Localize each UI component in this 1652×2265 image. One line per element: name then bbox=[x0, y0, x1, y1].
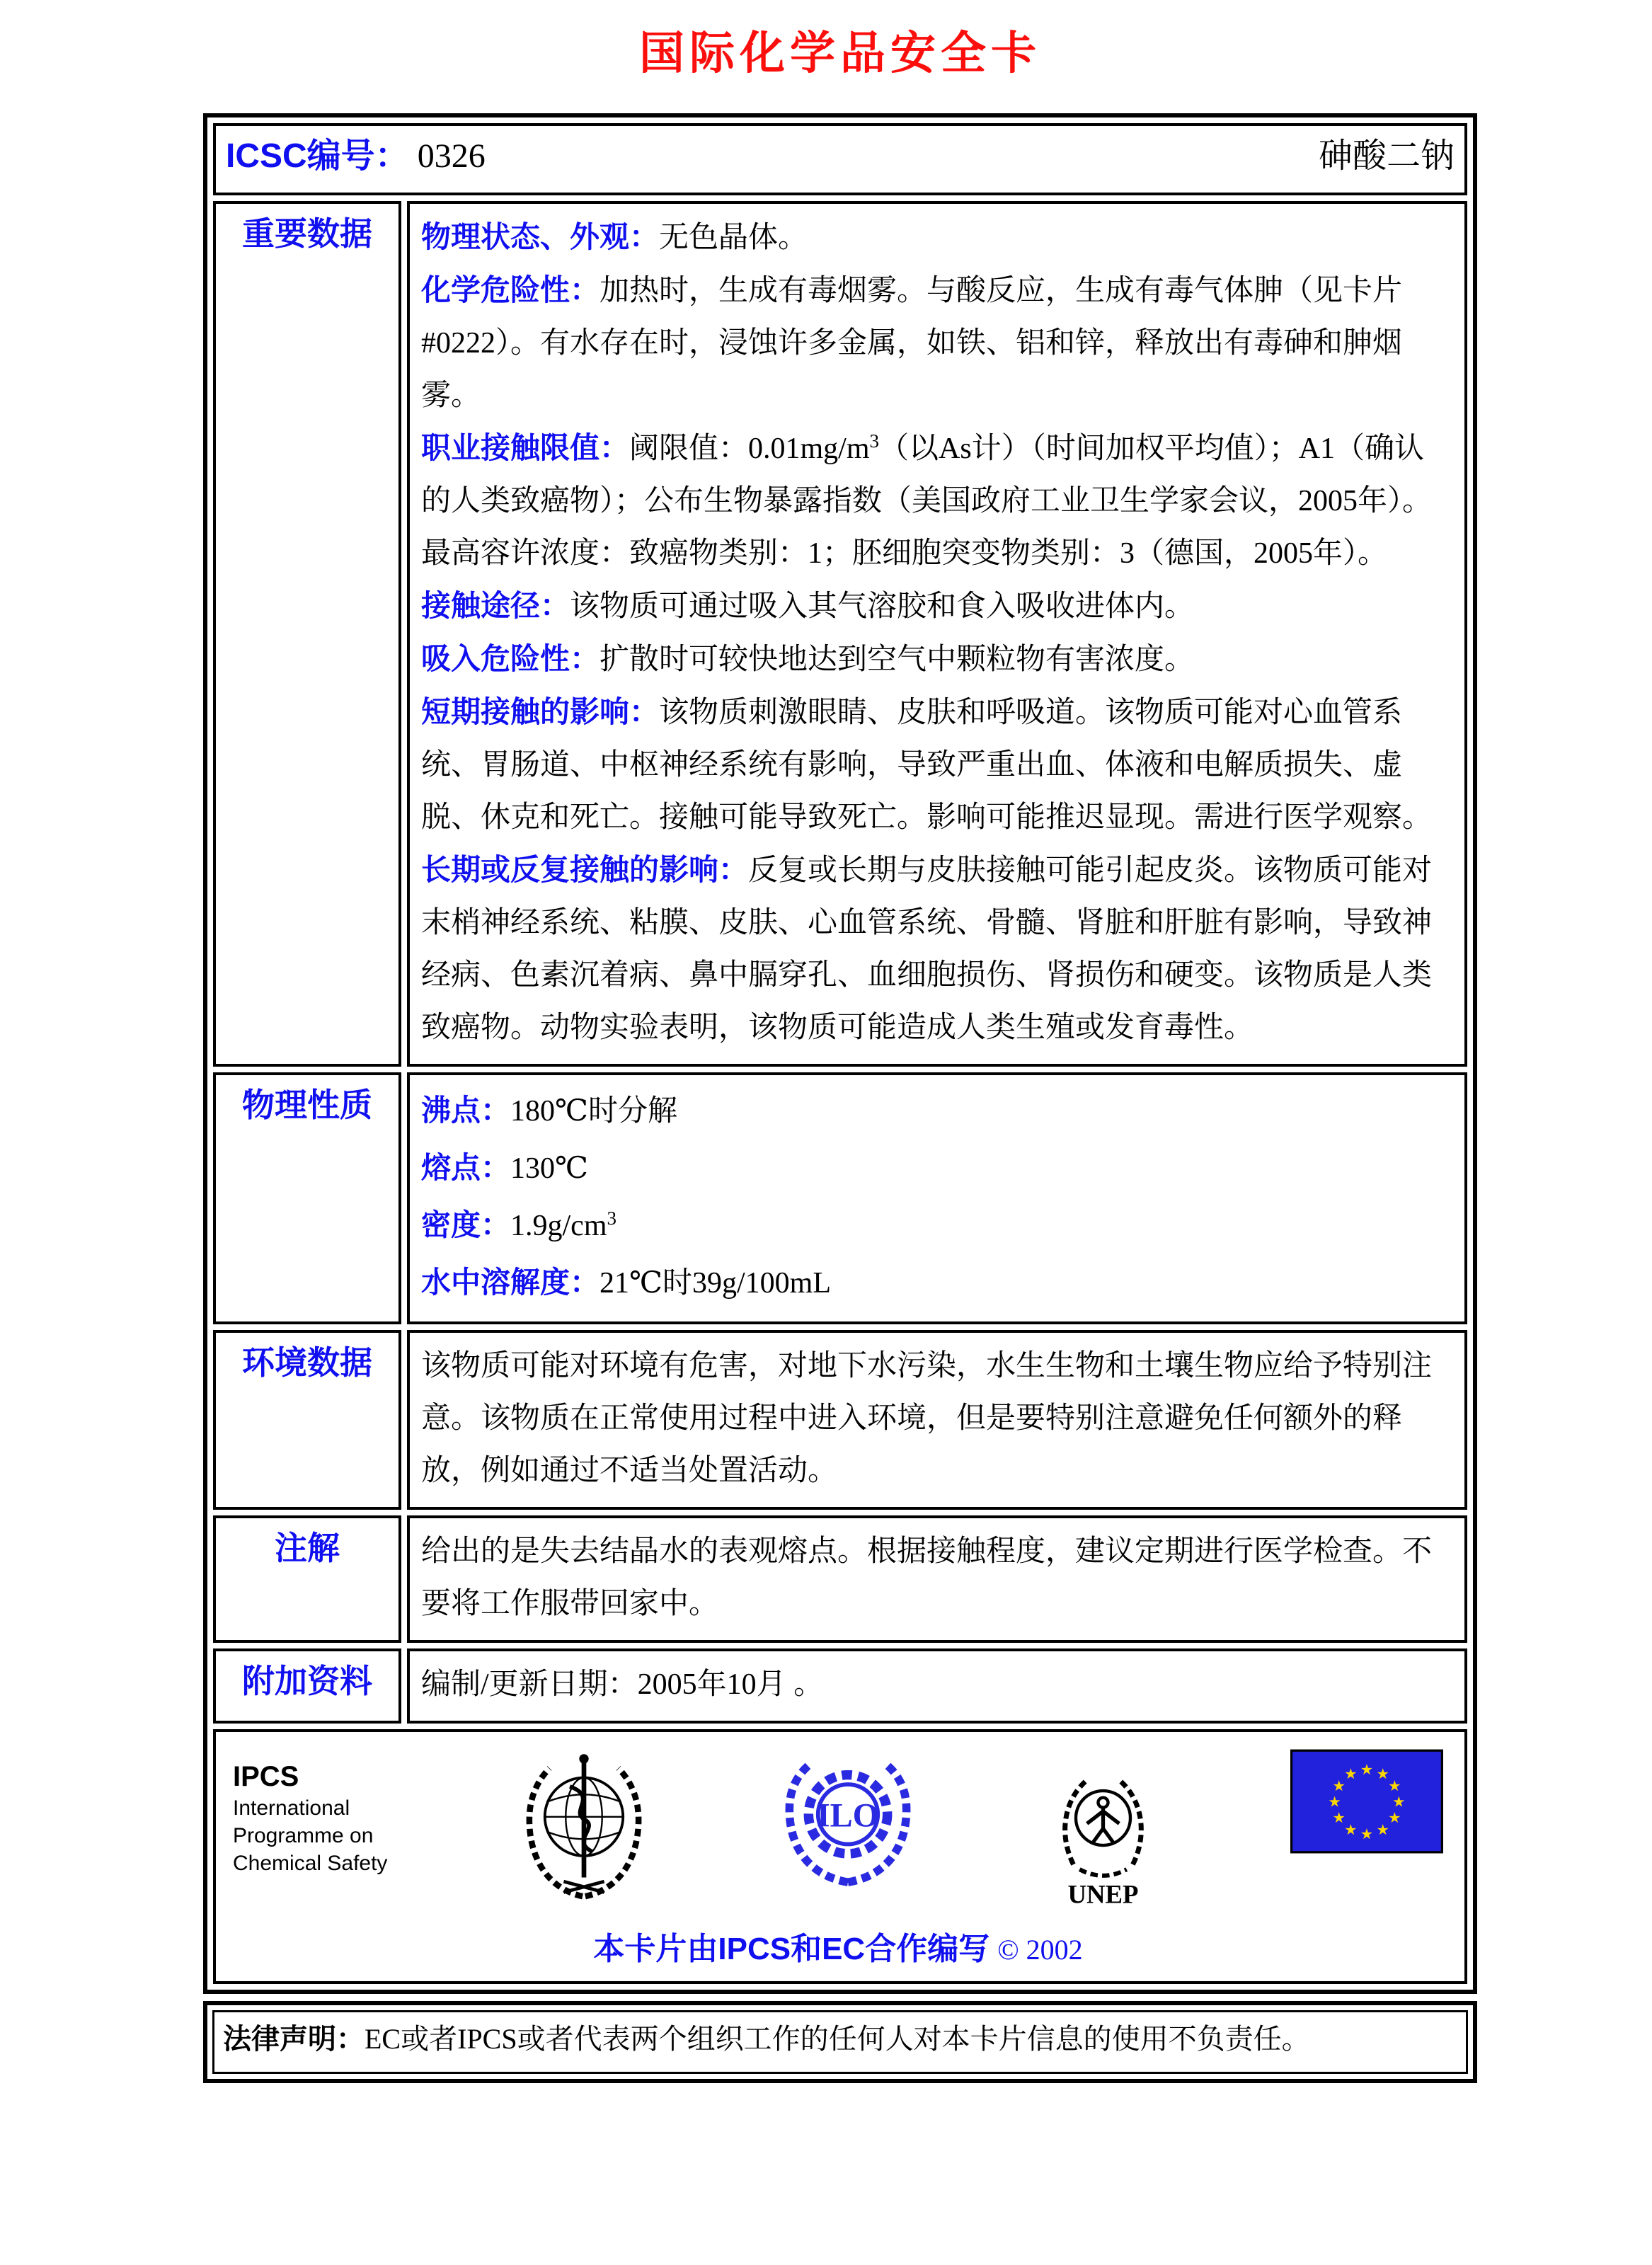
item-physical-state-appearance bbox=[421, 211, 1453, 264]
legal-label: 法律声明： bbox=[223, 2024, 365, 2055]
svg-text:★: ★ bbox=[1388, 1809, 1401, 1827]
superscript: 3 bbox=[607, 1208, 616, 1229]
item-routes-of-exposure bbox=[421, 580, 1453, 633]
notes-content bbox=[407, 1515, 1467, 1643]
environmental-data-text: 该物质可能对环境有危害，对地下水污染，水生生物和土壤生物应给予特别注意。该物质在正常使用过程中进入环境，但是要特别注意避免任何额外的释放，例如通过不适当处置活动。 bbox=[421, 1350, 1433, 1487]
field-text: 该物质刺激眼睛、皮肤和呼吸道。该物质可能对心血管系统、胃肠道、中枢神经系统有影响，导致严重出血、体液和电解质损失、虚脱、休克和死亡。接触可能导致死亡。影响可能推迟显现。需进行医学观察。 bbox=[421, 696, 1433, 834]
svg-text:★: ★ bbox=[1344, 1820, 1358, 1838]
unep-logo-icon bbox=[1041, 1749, 1165, 1912]
header-row bbox=[213, 123, 1467, 195]
field-label: 沸点： bbox=[421, 1094, 511, 1127]
svg-text:★: ★ bbox=[1360, 1761, 1374, 1779]
ipcs-line1: International bbox=[233, 1796, 350, 1820]
section-label-physical-properties: 物理性质 bbox=[213, 1072, 401, 1324]
caption-copyright: © 2002 bbox=[997, 1934, 1083, 1966]
field-text: 阈限值：0.01mg/m bbox=[629, 432, 870, 465]
icsc-card-table bbox=[203, 113, 1477, 1994]
additional-info-content bbox=[407, 1648, 1467, 1724]
icsc-number-label: ICSC编号： bbox=[226, 137, 409, 175]
field-label: 水中溶解度： bbox=[421, 1266, 600, 1299]
field-label: 吸入危险性： bbox=[421, 642, 600, 675]
logos-row bbox=[213, 1729, 1467, 1984]
item-melting-point bbox=[421, 1140, 1453, 1197]
field-label: 长期或反复接触的影响： bbox=[421, 853, 749, 886]
environmental-data-content bbox=[407, 1330, 1467, 1510]
important-data-row bbox=[213, 201, 1467, 1067]
legal-table bbox=[203, 2001, 1477, 2083]
item-boiling-point bbox=[421, 1082, 1453, 1140]
unep-wordmark: UNEP bbox=[1067, 1879, 1139, 1909]
chemical-name: 砷酸二钠 bbox=[1318, 137, 1455, 175]
field-text: 无色晶体。 bbox=[659, 222, 808, 254]
svg-text:★: ★ bbox=[1388, 1777, 1401, 1794]
field-text: 该物质可通过吸入其气溶胶和食入吸收进体内。 bbox=[570, 590, 1195, 623]
caption-text: 本卡片由IPCS和EC合作编写 bbox=[593, 1932, 990, 1966]
item-solubility-in-water bbox=[421, 1254, 1453, 1312]
section-label-additional-info: 附加资料 bbox=[213, 1648, 401, 1724]
legal-cell bbox=[212, 2010, 1468, 2074]
additional-info-text: 编制/更新日期：2005年10月 。 bbox=[421, 1668, 824, 1701]
ipcs-text-block bbox=[233, 1749, 387, 1877]
additional-info-row bbox=[213, 1648, 1467, 1724]
field-text: 180℃时分解 bbox=[510, 1095, 677, 1128]
svg-text:★: ★ bbox=[1328, 1793, 1341, 1811]
physical-properties-content bbox=[407, 1072, 1467, 1324]
eu-flag-icon bbox=[1290, 1749, 1443, 1854]
logos-cell bbox=[213, 1729, 1467, 1984]
field-text: （以As计）（时间加权平均值）；A1（确认的人类致癌物）；公布生物暴露指数（美国政府工业卫生学家会议，2005年）。最高容许浓度：致癌物类别：1；胚细胞突变物类别：3（德国，2005年）。 bbox=[421, 432, 1433, 570]
svg-text:★: ★ bbox=[1360, 1825, 1374, 1842]
field-text: 1.9g/cm bbox=[510, 1210, 607, 1242]
svg-text:★: ★ bbox=[1344, 1765, 1358, 1783]
field-text: 扩散时可较快地达到空气中颗粒物有害浓度。 bbox=[600, 643, 1195, 676]
superscript: 3 bbox=[869, 430, 880, 452]
ipcs-line3: Chemical Safety bbox=[233, 1852, 388, 1875]
ilo-logo-icon bbox=[780, 1749, 916, 1888]
logos-strip bbox=[233, 1749, 1443, 1912]
item-long-term-effects bbox=[421, 844, 1453, 1054]
header-cell bbox=[213, 123, 1467, 195]
field-label: 职业接触限值： bbox=[421, 431, 630, 464]
cooperation-caption bbox=[233, 1923, 1443, 1968]
item-inhalation-risk bbox=[421, 633, 1453, 686]
field-label: 熔点： bbox=[421, 1151, 511, 1184]
field-text: 130℃ bbox=[510, 1152, 588, 1185]
ipcs-line2: Programme on bbox=[233, 1824, 374, 1847]
important-data-content bbox=[407, 201, 1467, 1067]
notes-row bbox=[213, 1515, 1467, 1643]
section-label-notes: 注解 bbox=[213, 1515, 401, 1643]
section-label-environmental-data: 环境数据 bbox=[213, 1330, 401, 1510]
legal-row bbox=[212, 2010, 1468, 2074]
svg-text:★: ★ bbox=[1376, 1765, 1389, 1783]
item-density bbox=[421, 1197, 1453, 1254]
icsc-number: 0326 bbox=[417, 137, 486, 175]
svg-text:★: ★ bbox=[1392, 1793, 1406, 1811]
svg-text:★: ★ bbox=[1376, 1820, 1389, 1838]
field-label: 接触途径： bbox=[421, 589, 570, 622]
who-logo-icon bbox=[513, 1749, 655, 1906]
item-short-term-effects bbox=[421, 686, 1453, 844]
field-label: 短期接触的影响： bbox=[421, 695, 660, 728]
field-label: 密度： bbox=[421, 1208, 511, 1242]
svg-text:ILO: ILO bbox=[816, 1796, 879, 1835]
section-label-important-data: 重要数据 bbox=[213, 201, 401, 1067]
field-label: 化学危险性： bbox=[421, 273, 600, 306]
notes-text: 给出的是失去结晶水的表观熔点。根据接触程度，建议定期进行医学检查。不要将工作服带回家中。 bbox=[421, 1535, 1433, 1620]
field-text: 21℃时39g/100mL bbox=[600, 1267, 831, 1300]
ipcs-name: IPCS bbox=[233, 1761, 299, 1792]
field-text: 反复或长期与皮肤接触可能引起皮炎。该物质可能对末梢神经系统、粘膜、皮肤、心血管系统、骨髓、肾脏和肝脏有影响，导致神经病、色素沉着病、鼻中膈穿孔、血细胞损伤、肾损伤和硬变。该物质是人类致癌物。动物实验表明，该物质可能造成人类生殖或发育毒性。 bbox=[421, 854, 1433, 1044]
item-occupational-exposure-limits bbox=[421, 422, 1453, 580]
field-label: 物理状态、外观： bbox=[421, 220, 660, 253]
page-title: 国际化学品安全卡 bbox=[639, 28, 1041, 79]
physical-properties-row bbox=[213, 1072, 1467, 1324]
item-chemical-dangers bbox=[421, 264, 1453, 422]
legal-text: EC或者IPCS或者代表两个组织工作的任何人对本卡片信息的使用不负责任。 bbox=[365, 2023, 1310, 2055]
svg-text:★: ★ bbox=[1332, 1809, 1346, 1827]
field-text: 加热时，生成有毒烟雾。与酸反应，生成有毒气体胂（见卡片#0222）。有水存在时，浸蚀许多金属，如铁、铝和锌，释放出有毒砷和胂烟雾。 bbox=[421, 275, 1403, 412]
svg-text:★: ★ bbox=[1332, 1777, 1346, 1794]
environmental-data-row bbox=[213, 1330, 1467, 1510]
